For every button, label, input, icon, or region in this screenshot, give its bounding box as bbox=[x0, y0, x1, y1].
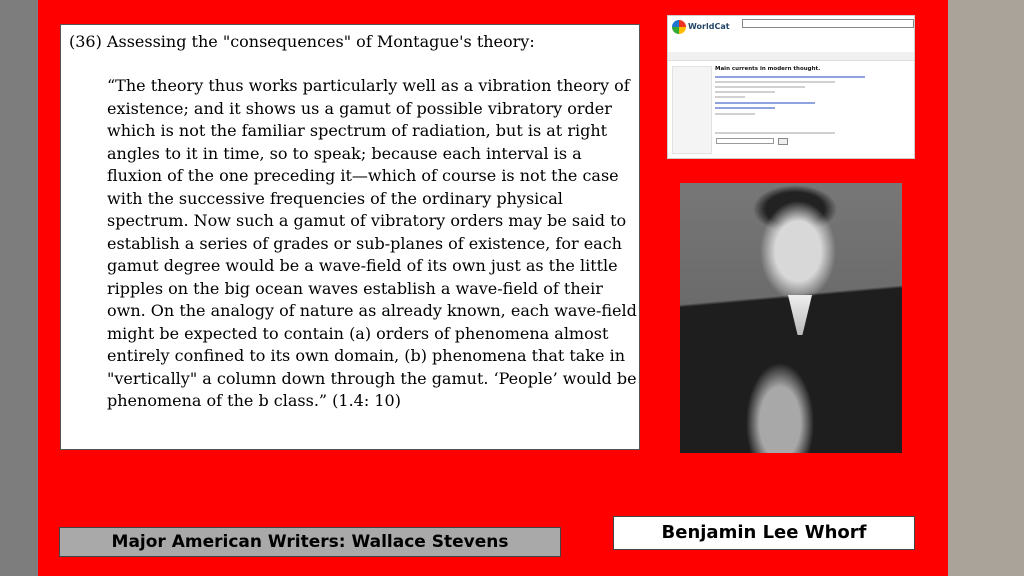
worldcat-toolbar bbox=[668, 52, 915, 61]
quote-heading: (36) Assessing the "consequences" of Montague's theory: bbox=[69, 32, 535, 51]
worldcat-detail-line bbox=[715, 107, 775, 109]
worldcat-go-button bbox=[778, 138, 788, 145]
portrait-collar bbox=[788, 295, 812, 335]
worldcat-detail-line bbox=[715, 76, 865, 78]
worldcat-detail-line bbox=[715, 102, 815, 104]
worldcat-detail-line bbox=[715, 96, 745, 98]
worldcat-input bbox=[716, 138, 774, 144]
worldcat-detail-line bbox=[715, 113, 755, 115]
portrait-photo bbox=[680, 183, 902, 453]
worldcat-globe-icon bbox=[672, 20, 686, 34]
left-margin-band bbox=[0, 0, 38, 576]
worldcat-detail-line bbox=[715, 86, 805, 88]
quote-box bbox=[60, 24, 640, 450]
quote-body: “The theory thus works particularly well as a vibration theory of existence; and it shows us a gamut of possible vibratory order which is not the familiar spectrum of radiation, but is at right angles to it in time, so to speak; because each interval is a fluxion of the one preceding it—which of course is not the case with the successive frequencies of the ordinary physical spectrum. Now such a gamut of vibratory orders may be said to establish a series of grades or sub-planes of existence, for each gamut degree would be a wave-field of its own just as the little ripples on the big ocean waves establish a wave-field of their own. On the analogy of nature as already known, each wave-field might be expected to contain (a) orders of phenomena almost entirely confined to its own domain, (b) phenomena that take in "vertically" a column down through the gamut. ‘People’ would be phenomena of the b class.” (1.4: 10) bbox=[107, 76, 637, 410]
worldcat-detail-line bbox=[715, 132, 835, 134]
right-margin-band bbox=[948, 0, 1024, 576]
worldcat-screenshot bbox=[667, 15, 915, 159]
worldcat-record-title: Main currents in modern thought. bbox=[715, 66, 821, 72]
portrait-caption: Benjamin Lee Whorf bbox=[613, 516, 915, 550]
worldcat-cover-placeholder bbox=[672, 66, 712, 154]
worldcat-search-box bbox=[742, 19, 914, 28]
worldcat-detail-line bbox=[715, 91, 775, 93]
worldcat-logo: WorldCat bbox=[688, 22, 730, 31]
course-title: Major American Writers: Wallace Stevens bbox=[59, 527, 561, 557]
worldcat-detail-line bbox=[715, 81, 835, 83]
